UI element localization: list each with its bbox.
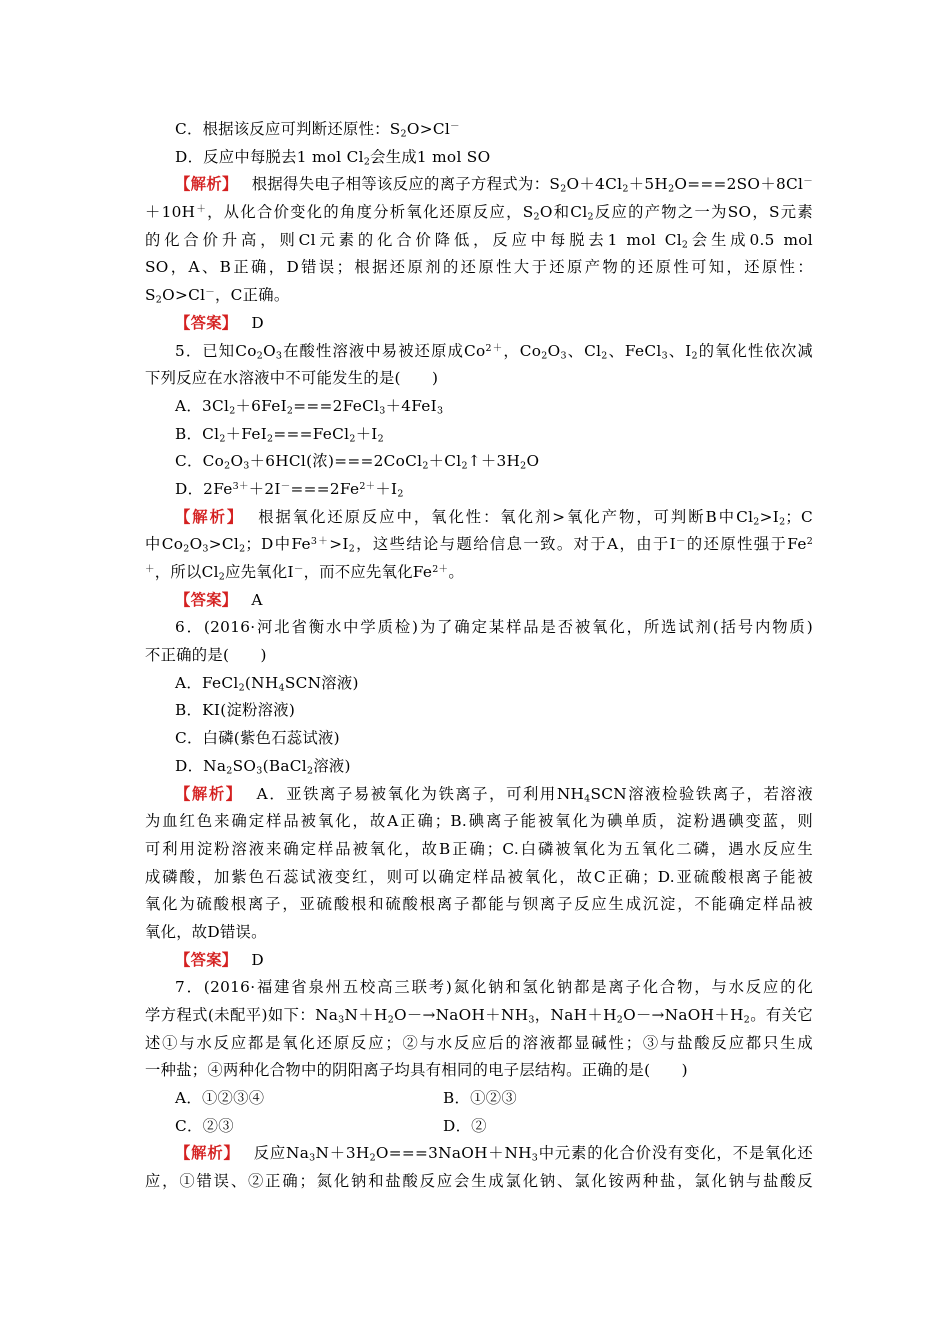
line-content: 根据氧化还原反应中，氧化性：氧化剂>氧化产物，可判断B中$Cl_2>I_2$；C [258,507,813,527]
text-line [145,144,813,172]
line-content: A．亚铁离子易被氧化为铁离子，可利用$NH_4SCN$溶液检验铁离子，若溶液 [256,784,813,804]
text-line [145,725,813,753]
line-content: ＋，所以$Cl_2$应先氧化I－，而不应先氧化$Fe^{2+}$。 [145,563,464,583]
text-line [145,338,813,366]
line-content: 为血红色来确定样品被氧化，故A正确；B.碘离子能被氧化为碘单质，淀粉遇碘变蓝，则 [145,812,813,831]
section-tag: 【答案】 [175,950,238,969]
line-content: D．$Na_2SO_3(BaCl_2$溶液) [175,756,351,777]
line-content: B．$Cl_2+FeI_2===FeCl_2+I_2$ [175,424,384,444]
line-content: D [251,950,264,969]
text-line [145,614,813,642]
line-content: 不正确的是( ) [145,646,267,665]
text-line [145,836,813,864]
section-tag: 【答案】 [175,590,238,609]
text-line [145,670,813,698]
section-tag: 【解析】 [175,507,245,526]
line-content: A．$3Cl_2+6FeI_2===2FeCl_3+4FeI_3$ [175,396,444,417]
option-item: D．② [443,1116,487,1135]
line-content: 中$Co_2O_3>Cl_2$；D中$Fe^{3+}>I_2$，这些结论与题给信息一致。对于A，由于I－的还原性强于Fe$^2$ [145,535,813,555]
text-line [145,587,813,615]
text-line [145,171,813,199]
text-line [145,697,813,725]
line-content: C．根据该反应可判断还原性：$S_2O>Cl^-$ [175,120,460,140]
line-content: D．反应中每脱去1 mol $Cl_2$会生成1 mol SO [175,147,491,168]
line-content: 7．(2016·福建省泉州五校高三联考)氮化钠和氢化钠都是离子化合物，与水反应的化 [175,978,813,997]
text-line [145,1002,813,1030]
option-item: B．①②③ [443,1089,517,1108]
text-line [145,531,813,559]
line-content: 6．(2016·河北省衡水中学质检)为了确定某样品是否被氧化，所选试剂(括号内物质) [175,618,813,637]
line-content: D．$2Fe^{3+}+2I^-===2Fe^{2+}+I_2$ [175,479,404,500]
text-line [145,1057,813,1085]
option-item: C．②③ [175,1116,234,1135]
line-content: 氧化为硫酸根离子，亚硫酸根和硫酸根离子都能与钡离子反应生成沉淀，不能确定样品被 [145,895,813,914]
text-line [145,753,813,781]
text-line [145,476,813,504]
line-content: 反应$Na_3N+3H_2O===3NaOH+NH_3$中元素的化合价没有变化，不是氧化还 [253,1144,813,1164]
text-line [145,1030,813,1058]
option-item: A．①②③④ [175,1089,265,1108]
line-content: $S_2O>Cl^-$，C正确。 [145,286,290,306]
line-content: C．$Co_2O_3+6HCl$(浓)$===2CoCl_2+Cl_2↑+3H_2O$ [175,452,540,472]
text-line [145,199,813,227]
text-line [145,116,813,144]
text-line [145,393,813,421]
section-tag: 【解析】 [175,1144,240,1163]
text-line [145,282,813,310]
text-line [145,365,813,393]
line-content: 5．已知$Co_2O_3$在酸性溶液中易被还原成$Co^{2+}$，$Co_2O_3$、$Cl_2$、FeCl$_3$、$I_2$的氧化性依次减 [175,341,813,361]
line-content: 的化合价升高，则Cl元素的化合价降低，反应中每脱去1 mol $Cl_2$会生成0.5 mol [145,230,813,251]
line-content: 可利用淀粉溶液来确定样品被氧化，故B正确；C.白磷被氧化为五氧化二磷，遇水反应生 [145,839,813,858]
text-line [145,1140,813,1168]
line-content: C．白磷(紫色石蕊试液) [175,729,340,748]
line-content: 学方程式(未配平)如下：$Na_3N+H_2O-\to NaOH+NH_3$，$NaH+H_2O-\to NaOH+H_2$。有关它 [145,1006,813,1026]
text-line [145,781,813,809]
text-line [145,1113,813,1141]
line-content: 一种盐；④两种化合物中的阴阳离子均具有相同的电子层结构。正确的是( ) [145,1061,688,1080]
text-line [145,448,813,476]
text-line [145,559,813,587]
line-content: 下列反应在水溶液中不可能发生的是( ) [145,369,439,388]
section-tag: 【解析】 [175,175,238,194]
section-tag: 【解析】 [175,784,243,803]
document-page [145,116,813,1196]
text-line [145,642,813,670]
line-content: 成磷酸，加紫色石蕊试液变红，则可以确定样品被氧化，故C正确；D.亚硫酸根离子能被 [145,867,813,886]
text-line [145,421,813,449]
text-line [145,310,813,338]
text-line [145,254,813,282]
text-line [145,947,813,975]
text-line [145,919,813,947]
section-tag: 【答案】 [175,313,238,332]
text-line [145,864,813,892]
text-line [145,891,813,919]
line-content: 根据得失电子相等该反应的离子方程式为：$S_2O+4Cl_2+5H_2O===2SO+8Cl^-$ [251,175,813,195]
text-line [145,504,813,532]
line-content: D [251,313,264,332]
line-content: 应，①错误、②正确；氮化钠和盐酸反应会生成氯化钠、氯化铵两种盐，氯化钠与盐酸反 [145,1172,813,1191]
text-line [145,227,813,255]
text-line [145,974,813,1002]
line-content: B．KI(淀粉溶液) [175,701,296,720]
line-content: ＋10H＋，从化合价变化的角度分析氧化还原反应，$S_2O$和$Cl_2$反应的产物之一为SO，S元素 [145,203,813,223]
line-content: 氧化，故D错误。 [145,922,267,941]
line-content: SO，A、B正确，D错误；根据还原剂的还原性大于还原产物的还原性可知，还原性： [145,258,813,277]
line-content: A．$FeCl_2(NH_4SCN$溶液) [175,673,359,694]
text-line [145,1168,813,1196]
line-content: 述①与水反应都是氧化还原反应；②与水反应后的溶液都显碱性；③与盐酸反应都只生成 [145,1033,813,1052]
line-content: A [251,590,263,609]
text-line [145,808,813,836]
text-line [145,1085,813,1113]
